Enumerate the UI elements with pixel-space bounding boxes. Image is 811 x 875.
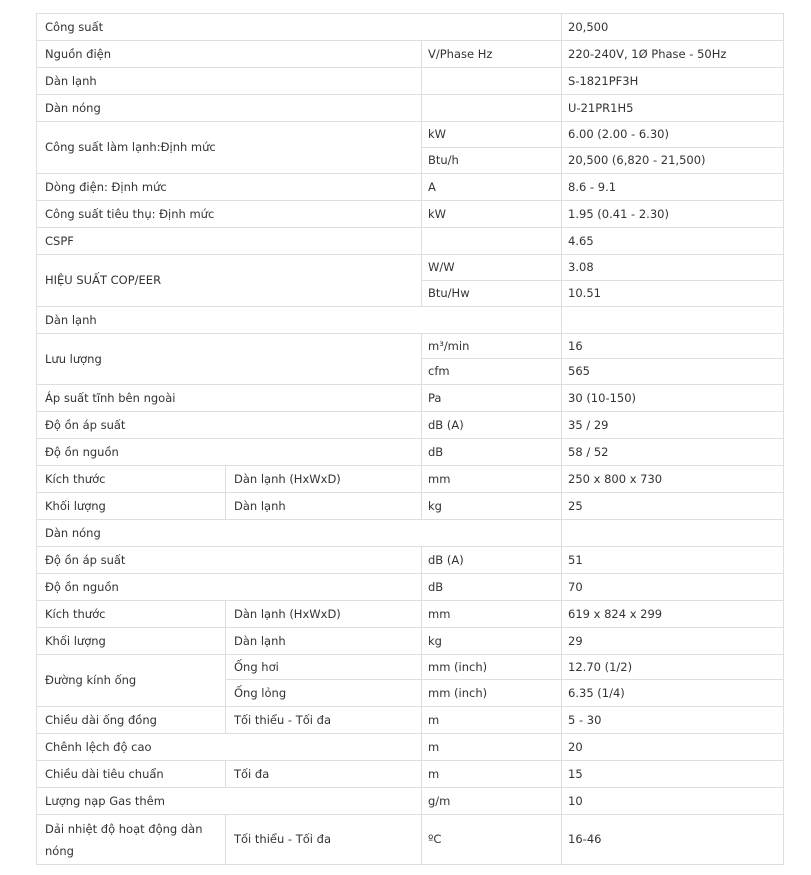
table-row (37, 788, 784, 815)
spec-value-cell: 220-240V, 1Ø Phase - 50Hz (562, 41, 784, 68)
spec-sublabel-cell: Tối thiểu - Tối đa (226, 707, 422, 734)
spec-label-cell: Dòng điện: Định mức (37, 174, 422, 201)
table-row (37, 412, 784, 439)
table-row (37, 228, 784, 255)
spec-value-cell (562, 307, 784, 334)
spec-label-cell: Dàn nóng (37, 520, 562, 547)
spec-unit-cell (422, 68, 562, 95)
spec-label-cell: Lượng nạp Gas thêm (37, 788, 422, 815)
spec-unit-cell: mm (inch) (422, 680, 562, 707)
table-row (37, 439, 784, 466)
spec-value-cell: 70 (562, 574, 784, 601)
spec-unit-cell: m (422, 707, 562, 734)
table-row (37, 385, 784, 412)
spec-unit-cell: A (422, 174, 562, 201)
spec-value-cell: 51 (562, 547, 784, 574)
spec-label-cell: Áp suất tĩnh bên ngoài (37, 385, 422, 412)
spec-sublabel-cell: Dàn lạnh (226, 493, 422, 520)
table-row (37, 707, 784, 734)
spec-label-cell: Công suất (37, 14, 562, 41)
spec-sublabel-cell: Tối thiểu - Tối đa (226, 815, 422, 865)
spec-unit-cell: W/W (422, 255, 562, 281)
table-row (37, 520, 784, 547)
spec-value-cell: U-21PR1H5 (562, 95, 784, 122)
spec-value-cell: 250 x 800 x 730 (562, 466, 784, 493)
spec-value-cell: 565 (562, 359, 784, 385)
spec-value-cell: 5 - 30 (562, 707, 784, 734)
table-row (37, 574, 784, 601)
spec-unit-cell: m³/min (422, 334, 562, 359)
spec-label-cell: Chiều dài tiêu chuẩn (37, 761, 226, 788)
table-row (37, 95, 784, 122)
spec-unit-cell: cfm (422, 359, 562, 385)
spec-value-cell: 20,500 (6,820 - 21,500) (562, 148, 784, 174)
spec-value-cell: 15 (562, 761, 784, 788)
spec-label-cell: Chênh lệch độ cao (37, 734, 422, 761)
spec-value-cell: 35 / 29 (562, 412, 784, 439)
spec-label-cell: Độ ồn nguồn (37, 439, 422, 466)
spec-table-body (37, 14, 784, 865)
spec-label-cell: Dàn nóng (37, 95, 422, 122)
spec-value-cell: 12.70 (1/2) (562, 655, 784, 680)
spec-value-cell: S-1821PF3H (562, 68, 784, 95)
spec-sublabel-cell: Dàn lạnh (HxWxD) (226, 601, 422, 628)
spec-unit-cell (422, 228, 562, 255)
spec-unit-cell: kW (422, 122, 562, 148)
table-row (37, 734, 784, 761)
spec-label-cell: Lưu lượng (37, 334, 422, 385)
spec-value-cell: 16-46 (562, 815, 784, 865)
spec-unit-cell: kg (422, 493, 562, 520)
spec-sublabel-cell: Tối đa (226, 761, 422, 788)
spec-value-cell: 30 (10-150) (562, 385, 784, 412)
spec-label-cell: Khối lượng (37, 628, 226, 655)
spec-unit-cell: ºC (422, 815, 562, 865)
spec-unit-cell: mm (422, 601, 562, 628)
table-row (37, 122, 784, 148)
spec-sublabel-cell: Dàn lạnh (226, 628, 422, 655)
spec-value-cell: 6.35 (1/4) (562, 680, 784, 707)
table-row (37, 68, 784, 95)
spec-label-cell: Công suất làm lạnh:Định mức (37, 122, 422, 174)
spec-value-cell: 8.6 - 9.1 (562, 174, 784, 201)
spec-unit-cell: kW (422, 201, 562, 228)
spec-unit-cell: Btu/Hw (422, 281, 562, 307)
spec-value-cell: 1.95 (0.41 - 2.30) (562, 201, 784, 228)
spec-table (36, 13, 784, 865)
spec-value-cell: 25 (562, 493, 784, 520)
spec-value-cell: 10.51 (562, 281, 784, 307)
spec-unit-cell: m (422, 734, 562, 761)
spec-unit-cell: dB (422, 439, 562, 466)
spec-value-cell: 10 (562, 788, 784, 815)
spec-unit-cell (422, 95, 562, 122)
spec-unit-cell: mm (inch) (422, 655, 562, 680)
spec-label-cell: Dải nhiệt độ hoạt động dàn nóng (37, 815, 226, 865)
spec-label-cell: Khối lượng (37, 493, 226, 520)
table-row (37, 547, 784, 574)
spec-sublabel-cell: Dàn lạnh (HxWxD) (226, 466, 422, 493)
spec-value-cell: 6.00 (2.00 - 6.30) (562, 122, 784, 148)
table-row (37, 628, 784, 655)
spec-value-cell: 58 / 52 (562, 439, 784, 466)
spec-label-cell: Độ ồn nguồn (37, 574, 422, 601)
spec-label-cell: Độ ồn áp suất (37, 412, 422, 439)
table-row (37, 201, 784, 228)
spec-label-cell: Đường kính ống (37, 655, 226, 707)
spec-sublabel-cell: Ống lỏng (226, 680, 422, 707)
spec-value-cell: 20 (562, 734, 784, 761)
table-row (37, 334, 784, 359)
spec-label-cell: Nguồn điện (37, 41, 422, 68)
spec-unit-cell: Pa (422, 385, 562, 412)
spec-value-cell: 29 (562, 628, 784, 655)
spec-label-cell: Kích thước (37, 466, 226, 493)
spec-label-cell: Dàn lạnh (37, 307, 562, 334)
spec-value-cell: 4.65 (562, 228, 784, 255)
spec-value-cell: 16 (562, 334, 784, 359)
spec-sublabel-cell: Ống hơi (226, 655, 422, 680)
table-row (37, 41, 784, 68)
table-row (37, 466, 784, 493)
table-row (37, 761, 784, 788)
spec-unit-cell: dB (A) (422, 412, 562, 439)
spec-label-cell: Kích thước (37, 601, 226, 628)
spec-unit-cell: kg (422, 628, 562, 655)
spec-label-cell: Công suất tiêu thụ: Định mức (37, 201, 422, 228)
table-row (37, 255, 784, 281)
spec-unit-cell: V/Phase Hz (422, 41, 562, 68)
spec-value-cell (562, 520, 784, 547)
spec-unit-cell: dB (A) (422, 547, 562, 574)
spec-unit-cell: mm (422, 466, 562, 493)
spec-unit-cell: g/m (422, 788, 562, 815)
spec-value-cell: 619 x 824 x 299 (562, 601, 784, 628)
spec-label-cell: Dàn lạnh (37, 68, 422, 95)
table-row (37, 815, 784, 865)
table-row (37, 307, 784, 334)
spec-label-cell: HIỆU SUẤT COP/EER (37, 255, 422, 307)
table-row (37, 14, 784, 41)
spec-label-cell: Chiều dài ống đồng (37, 707, 226, 734)
spec-value-cell: 20,500 (562, 14, 784, 41)
spec-unit-cell: Btu/h (422, 148, 562, 174)
spec-label-cell: CSPF (37, 228, 422, 255)
table-row (37, 174, 784, 201)
table-row (37, 493, 784, 520)
spec-unit-cell: m (422, 761, 562, 788)
spec-unit-cell: dB (422, 574, 562, 601)
spec-value-cell: 3.08 (562, 255, 784, 281)
table-row (37, 655, 784, 680)
table-row (37, 601, 784, 628)
spec-label-cell: Độ ồn áp suất (37, 547, 422, 574)
